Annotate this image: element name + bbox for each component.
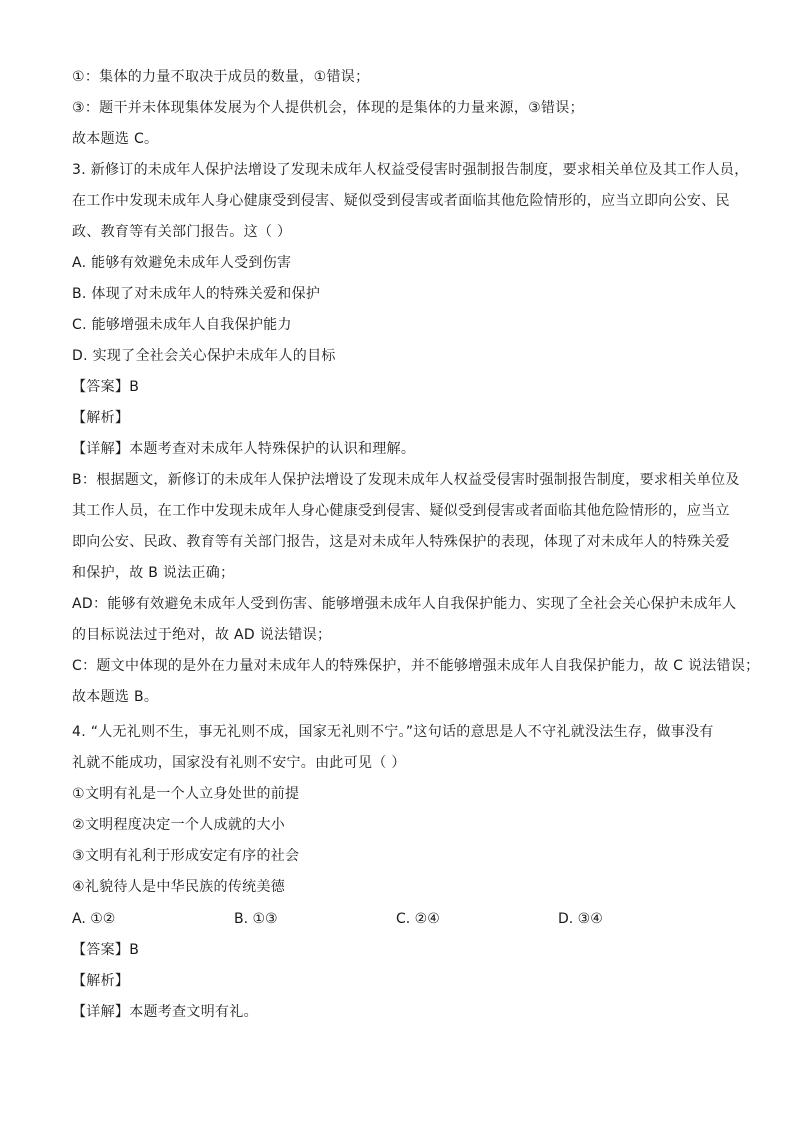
text-line: ③：题干并未体现集体发展为个人提供机会，体现的是集体的力量来源，③错误； (72, 100, 584, 116)
question-4-statement: ①文明有礼是一个人立身处世的前提 (72, 786, 300, 802)
explanation-line: 其工作人员，在工作中发现未成年人身心健康受到侵害、疑似受到侵害或者面临其他危险情形的，应当立 (72, 503, 730, 519)
question-4-statement: ②文明程度决定一个人成就的大小 (72, 817, 286, 833)
question-3-stem: 政、教育等有关部门报告。这（ ） (72, 224, 292, 240)
question-4-choice-d: D. ③④ (558, 911, 603, 927)
analysis-label: 【解析】 (72, 973, 130, 989)
explanation-line: 故本题选 B。 (72, 689, 159, 705)
explanation-line: 【详解】本题考查文明有礼。 (72, 1004, 258, 1020)
question-4-choice-a: A. ①② (72, 911, 116, 927)
question-3-option-d: D. 实现了全社会关心保护未成年人的目标 (72, 348, 336, 364)
question-3-option-c: C. 能够增强未成年人自我保护能力 (72, 317, 292, 333)
answer-label: 【答案】B (72, 379, 140, 395)
explanation-line: 即向公安、民政、教育等有关部门报告，这是对未成年人特殊保护的表现，体现了对未成年人的特殊关爱 (72, 534, 730, 550)
question-3-stem: 3. 新修订的未成年人保护法增设了发现未成年人权益受侵害时强制报告制度，要求相关单位及其工作人员， (72, 162, 749, 178)
question-4-statement: ④礼貌待人是中华民族的传统美德 (72, 879, 286, 895)
explanation-line: B：根据题文，新修订的未成年人保护法增设了发现未成年人权益受侵害时强制报告制度，要求相关单位及 (72, 472, 740, 488)
explanation-line: 【详解】本题考查对未成年人特殊保护的认识和理解。 (72, 441, 416, 457)
explanation-line: 的目标说法过于绝对，故 AD 说法错误； (72, 627, 332, 643)
analysis-label: 【解析】 (72, 410, 130, 426)
explanation-line: 和保护，故 B 说法正确； (72, 565, 235, 581)
question-4-stem: 礼就不能成功，国家没有礼则不安宁。由此可见（ ） (72, 755, 406, 771)
question-3-option-a: A. 能够有效避免未成年人受到伤害 (72, 255, 292, 271)
question-4-choice-c: C. ②④ (396, 911, 440, 927)
question-4-statement: ③文明有礼利于形成安定有序的社会 (72, 848, 300, 864)
question-3-stem: 在工作中发现未成年人身心健康受到侵害、疑似受到侵害或者面临其他危险情形的，应当立即向公安、民 (72, 193, 730, 209)
text-line: 故本题选 C。 (72, 131, 159, 147)
answer-label: 【答案】B (72, 942, 140, 958)
explanation-line: C：题文中体现的是外在力量对未成年人的特殊保护，并不能够增强未成年人自我保护能力，故 C 说法错误； (72, 658, 760, 674)
explanation-line: AD：能够有效避免未成年人受到伤害、能够增强未成年人自我保护能力、实现了全社会关心保护未成年人 (72, 596, 737, 612)
question-3-option-b: B. 体现了对未成年人的特殊关爱和保护 (72, 286, 321, 302)
question-4-stem: 4. “人无礼则不生，事无礼则不成，国家无礼则不宁。”这句话的意思是人不守礼就没法生存，做事没有 (72, 724, 714, 740)
text-line: ①：集体的力量不取决于成员的数量，①错误； (72, 69, 370, 85)
question-4-choice-b: B. ①③ (234, 911, 278, 927)
